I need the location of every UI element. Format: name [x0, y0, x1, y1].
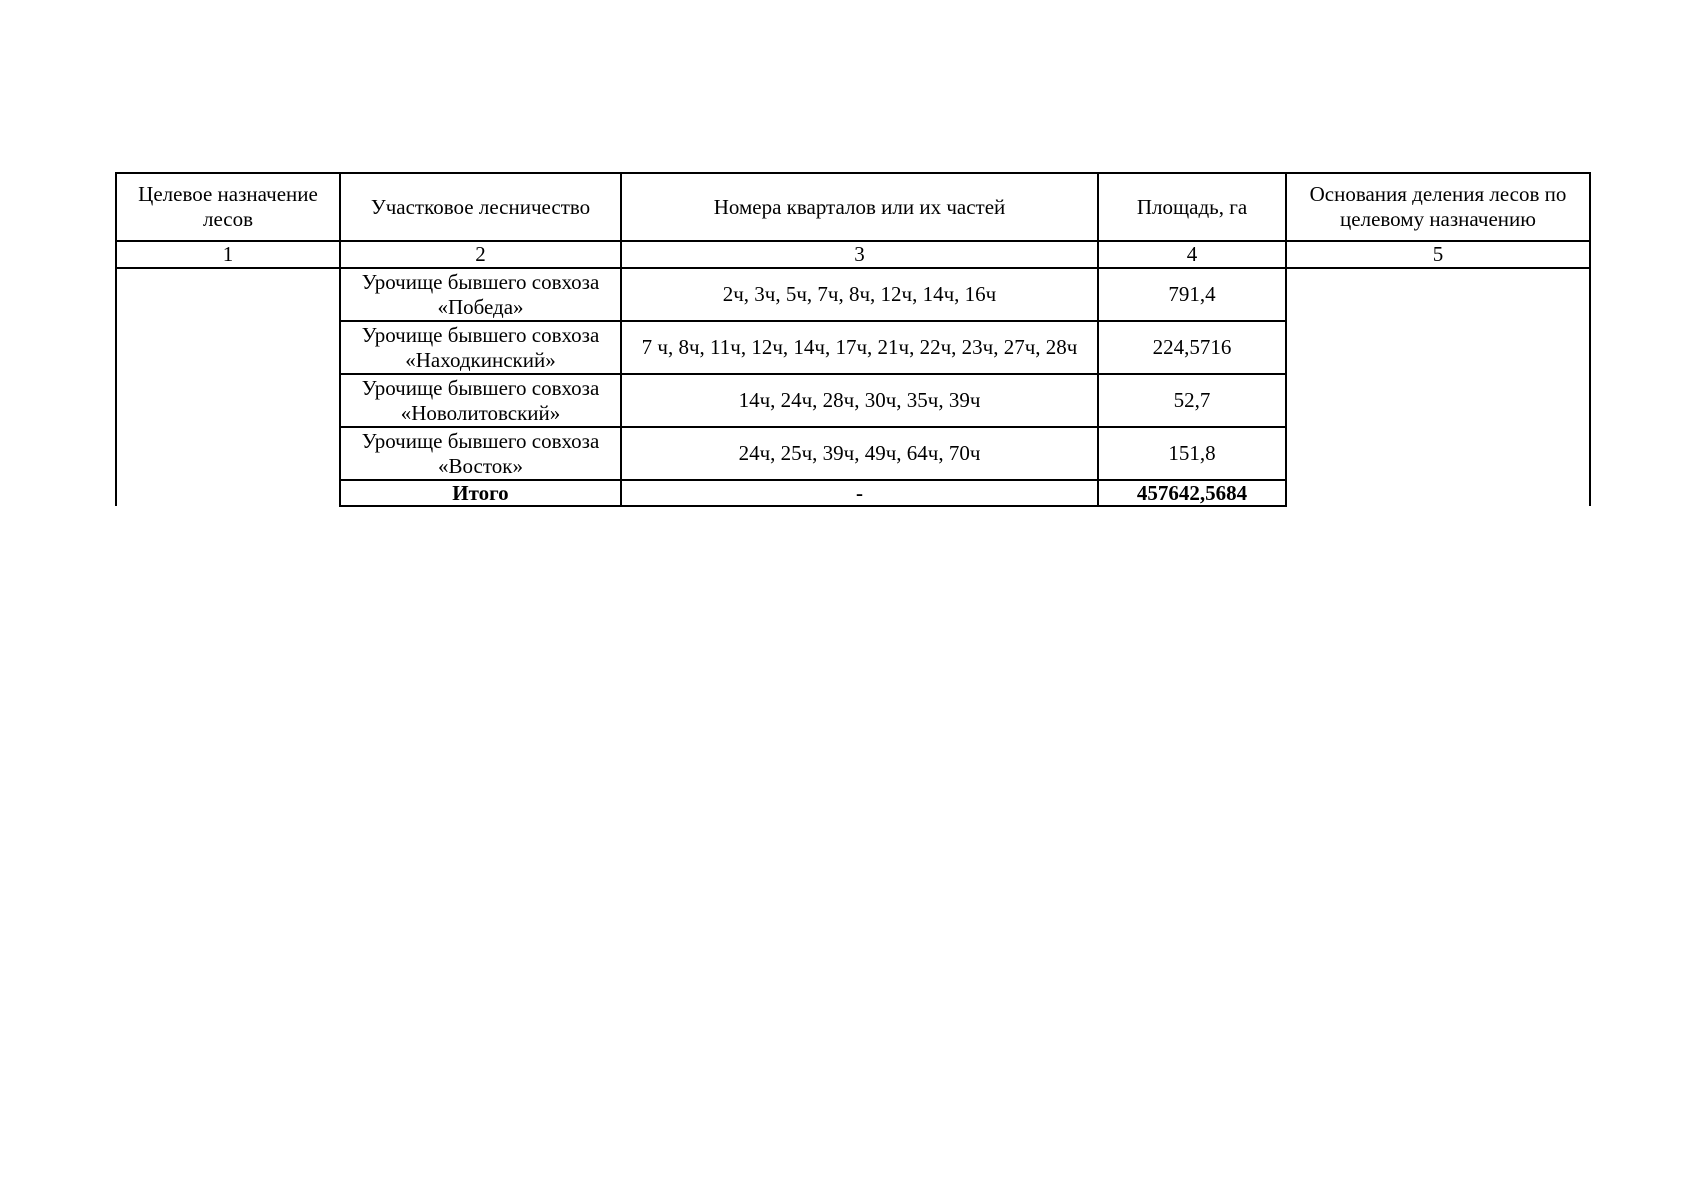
purpose-cell	[116, 268, 340, 506]
district-cell: Урочище бывшего совхоза «Победа»	[340, 268, 621, 321]
header-purpose: Целевое назначение лесов	[116, 173, 340, 241]
header-row	[116, 173, 1590, 241]
area-cell: 791,4	[1098, 268, 1286, 321]
area-cell: 151,8	[1098, 427, 1286, 480]
column-number: 4	[1098, 241, 1286, 268]
district-cell: Урочище бывшего совхоза «Находкинский»	[340, 321, 621, 374]
forest-purpose-table	[115, 172, 1591, 507]
table-row	[116, 268, 1590, 321]
column-number: 5	[1286, 241, 1590, 268]
basis-cell	[1286, 268, 1590, 506]
column-number: 1	[116, 241, 340, 268]
total-label: Итого	[340, 480, 621, 506]
total-area: 457642,5684	[1098, 480, 1286, 506]
forest-purpose-table-container	[115, 172, 1589, 507]
header-basis: Основания деления лесов по целевому назначению	[1286, 173, 1590, 241]
header-area: Площадь, га	[1098, 173, 1286, 241]
district-cell: Урочище бывшего совхоза «Восток»	[340, 427, 621, 480]
quarters-cell: 2ч, 3ч, 5ч, 7ч, 8ч, 12ч, 14ч, 16ч	[621, 268, 1098, 321]
column-number: 3	[621, 241, 1098, 268]
area-cell: 52,7	[1098, 374, 1286, 427]
area-cell: 224,5716	[1098, 321, 1286, 374]
header-district: Участковое лесничество	[340, 173, 621, 241]
district-cell: Урочище бывшего совхоза «Новолитовский»	[340, 374, 621, 427]
column-number-row	[116, 241, 1590, 268]
column-number: 2	[340, 241, 621, 268]
total-quarters: -	[621, 480, 1098, 506]
quarters-cell: 7 ч, 8ч, 11ч, 12ч, 14ч, 17ч, 21ч, 22ч, 23ч, 27ч, 28ч	[621, 321, 1098, 374]
header-quarters: Номера кварталов или их частей	[621, 173, 1098, 241]
quarters-cell: 24ч, 25ч, 39ч, 49ч, 64ч, 70ч	[621, 427, 1098, 480]
quarters-cell: 14ч, 24ч, 28ч, 30ч, 35ч, 39ч	[621, 374, 1098, 427]
